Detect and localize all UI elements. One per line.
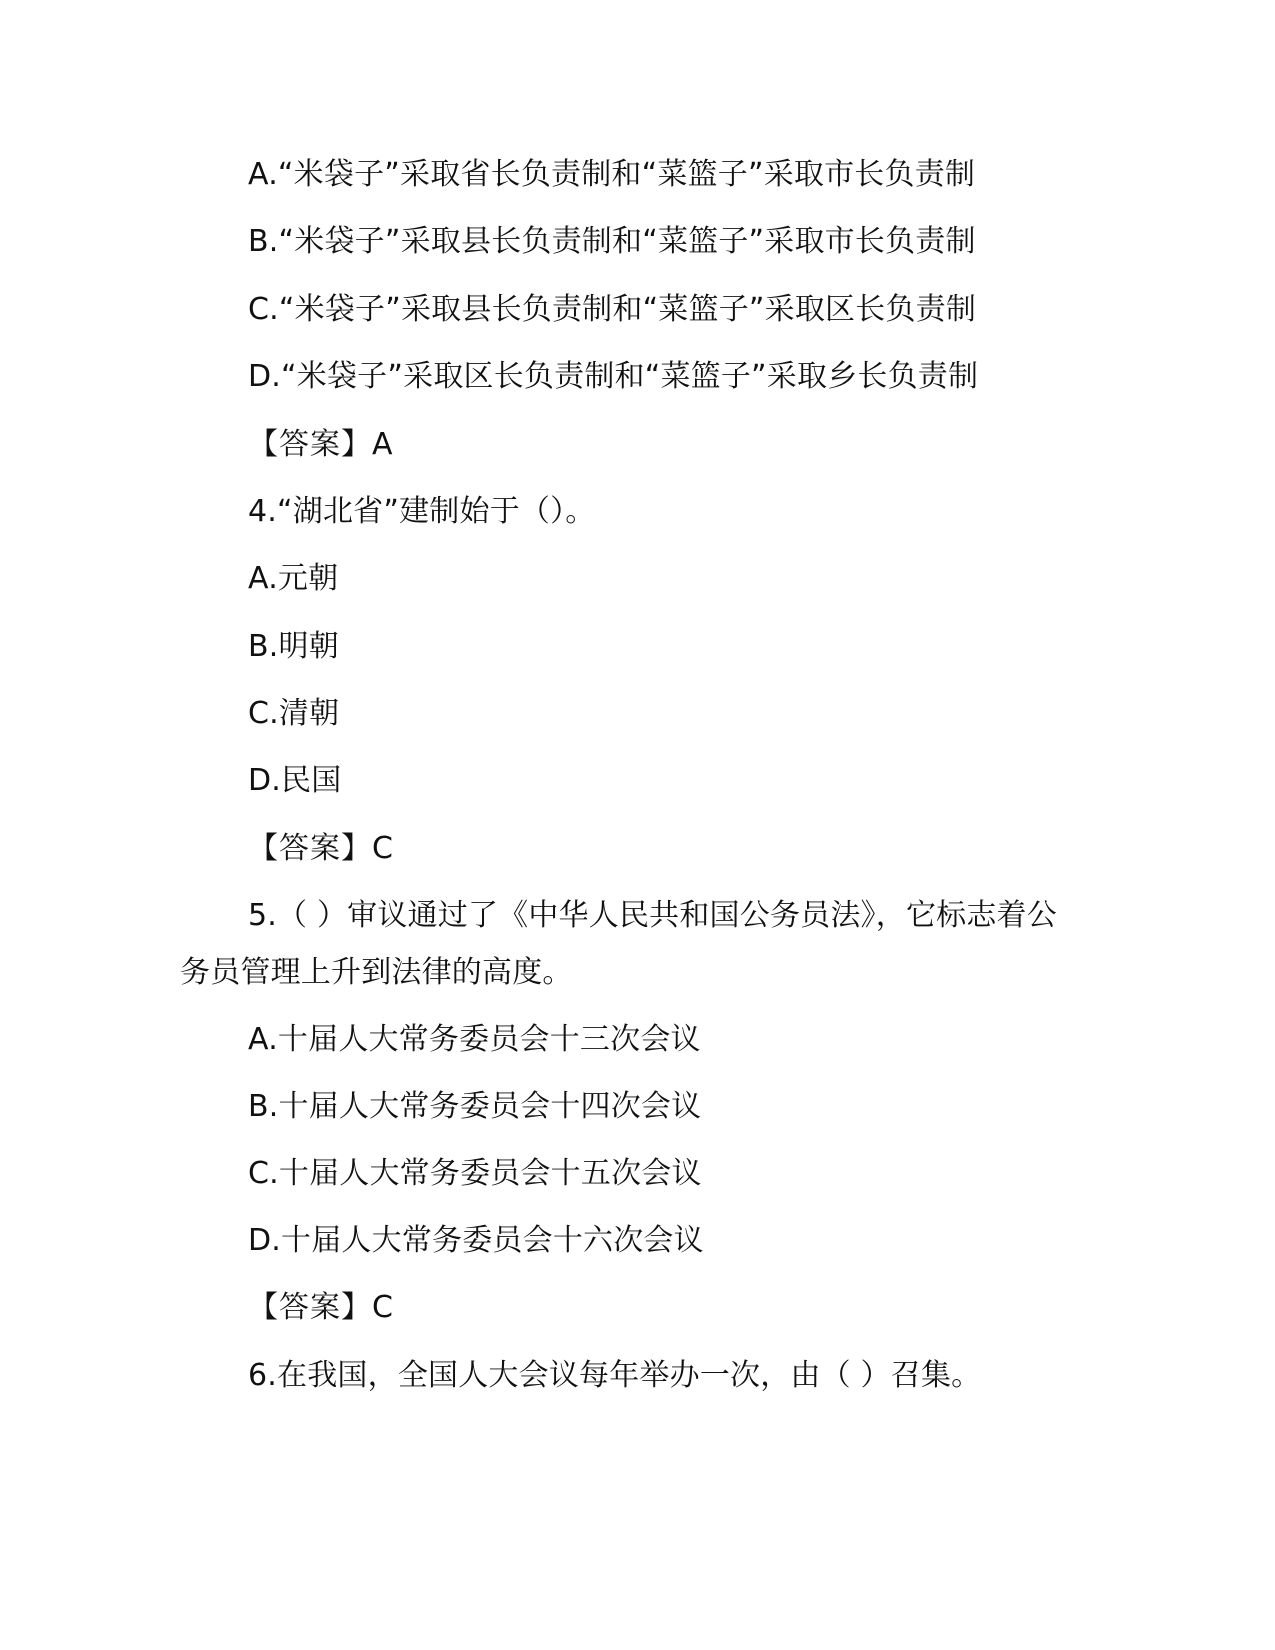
q3-option-b: B.“米袋子”采取县长负责制和“菜篮子”采取市长负责制	[248, 224, 976, 259]
q4-option-d: D.民国	[248, 763, 342, 798]
q5-answer: 【答案】C	[248, 1290, 394, 1325]
q4-option-a: A.元朝	[248, 561, 339, 596]
q6-question: 6.在我国，全国人大会议每年举办一次，由（ ）召集。	[248, 1358, 982, 1393]
q4-option-b: B.明朝	[248, 629, 339, 664]
q4-option-c: C.清朝	[248, 696, 340, 731]
q3-option-a: A.“米袋子”采取省长负责制和“菜篮子”采取市长负责制	[248, 157, 976, 192]
q3-option-d: D.“米袋子”采取区长负责制和“菜篮子”采取乡长负责制	[248, 359, 979, 394]
q4-answer: 【答案】C	[248, 831, 394, 866]
q3-option-c: C.“米袋子”采取县长负责制和“菜篮子”采取区长负责制	[248, 292, 977, 327]
q5-option-c: C.十届人大常务委员会十五次会议	[248, 1156, 702, 1191]
q5-question: 5.（ ）审议通过了《中华人民共和国公务员法》，它标志着公务员管理上升到法律的高度。	[180, 898, 1057, 990]
q4-question: 4.“湖北省”建制始于（）。	[248, 494, 596, 529]
q5-option-a: A.十届人大常务委员会十三次会议	[248, 1022, 701, 1057]
q5-option-d: D.十届人大常务委员会十六次会议	[248, 1223, 704, 1258]
q3-answer: 【答案】A	[248, 427, 394, 462]
q5-option-b: B.十届人大常务委员会十四次会议	[248, 1089, 702, 1124]
